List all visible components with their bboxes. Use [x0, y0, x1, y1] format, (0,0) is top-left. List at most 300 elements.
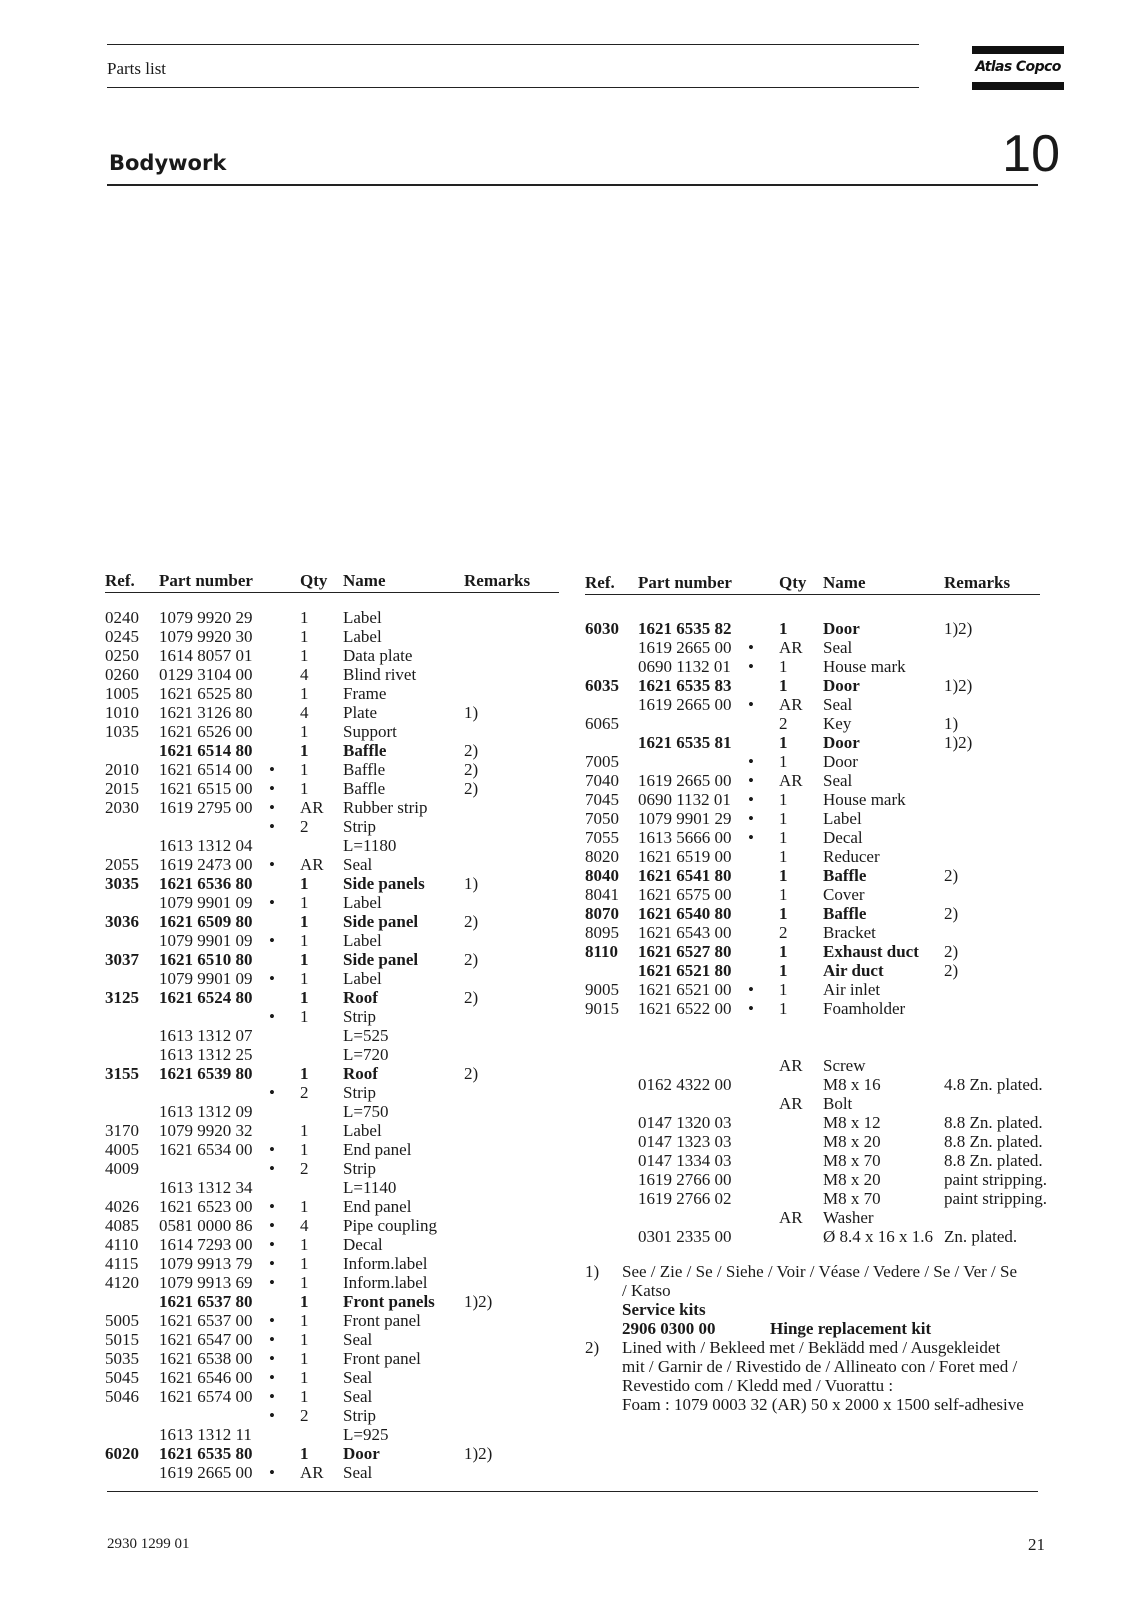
title-rule: [107, 184, 1038, 186]
remarks-cell: 1): [944, 714, 959, 733]
table-row: [585, 1208, 1040, 1227]
ref-cell: 7045: [585, 790, 619, 809]
bullet-marker: •: [748, 809, 754, 828]
bullet-marker: •: [269, 1273, 275, 1292]
name-cell: Strip: [343, 1159, 377, 1178]
bullet-marker: •: [269, 1216, 275, 1235]
ref-cell: 0240: [105, 608, 139, 627]
part-number-cell: 1079 9901 09: [159, 931, 253, 950]
part-number-cell: 1619 2766 00: [638, 1170, 732, 1189]
table-row: [585, 961, 1040, 980]
ref-cell: 6035: [585, 676, 619, 695]
table-row: [585, 942, 1040, 961]
logo-bar-top: [972, 46, 1064, 54]
name-cell: Label: [343, 627, 382, 646]
row-spacer: [585, 1037, 1040, 1056]
note-2-number: 2): [585, 1338, 600, 1357]
col-qty-header: Qty: [300, 571, 328, 590]
remarks-cell: paint stripping.: [944, 1189, 1047, 1208]
bullet-marker: •: [269, 1349, 275, 1368]
ref-cell: 7040: [585, 771, 619, 790]
table-header: [585, 573, 1040, 595]
name-cell: Data plate: [343, 646, 413, 665]
table-row: [105, 1064, 560, 1083]
name-cell: Blind rivet: [343, 665, 417, 684]
name-cell: Seal: [343, 855, 373, 874]
table-row: [105, 1444, 560, 1463]
part-number-cell: 1621 6535 81: [638, 733, 732, 752]
qty-cell: 1: [779, 619, 788, 638]
qty-cell: AR: [779, 638, 803, 657]
table-row: [585, 771, 1040, 790]
table-row: [585, 1189, 1047, 1208]
table-row: [105, 912, 560, 931]
part-number-cell: 1613 1312 11: [159, 1425, 252, 1444]
qty-cell: AR: [779, 771, 803, 790]
bullet-marker: •: [269, 1007, 275, 1026]
note-1: [585, 1262, 1025, 1338]
table-row: [105, 1311, 560, 1330]
part-number-cell: 1621 6535 82: [638, 619, 732, 638]
qty-cell: 1: [300, 722, 309, 741]
name-cell: Inform.label: [343, 1254, 428, 1273]
ref-cell: 8110: [585, 942, 619, 961]
bullet-marker: •: [269, 1159, 275, 1178]
name-cell: Front panels: [343, 1292, 435, 1311]
table-row: [105, 760, 560, 779]
name-cell: End panel: [343, 1140, 412, 1159]
ref-cell: 9015: [585, 999, 619, 1018]
qty-cell: 1: [779, 980, 788, 999]
qty-cell: 1: [300, 1007, 309, 1026]
part-number-cell: 1621 6534 00: [159, 1140, 253, 1159]
bullet-marker: •: [748, 695, 754, 714]
note-1-number: 1): [585, 1262, 600, 1281]
name-cell: Door: [823, 752, 858, 771]
name-cell: Bracket: [823, 923, 876, 942]
name-cell: House mark: [823, 657, 906, 676]
table-row: [105, 1216, 560, 1235]
qty-cell: 2: [300, 1159, 309, 1178]
ref-cell: 3036: [105, 912, 139, 931]
col-remarks-header: Remarks: [464, 571, 531, 590]
table-row: [585, 1151, 1043, 1170]
table-row: [105, 1406, 560, 1425]
ref-cell: 0245: [105, 627, 139, 646]
footer-rule: [107, 1491, 1038, 1492]
qty-cell: 1: [300, 893, 309, 912]
remarks-cell: 1)2): [464, 1292, 493, 1311]
qty-cell: 1: [300, 760, 309, 779]
table-row: [105, 627, 560, 646]
part-number-cell: 1621 6514 00: [159, 760, 253, 779]
name-cell: Screw: [823, 1056, 866, 1075]
name-cell: M8 x 16: [823, 1075, 881, 1094]
part-number-cell: 0147 1334 03: [638, 1151, 732, 1170]
bullet-marker: •: [269, 817, 275, 836]
part-number-cell: 1621 6526 00: [159, 722, 253, 741]
table-row: [585, 714, 1040, 733]
name-cell: Exhaust duct: [823, 942, 919, 961]
qty-cell: 1: [300, 627, 309, 646]
name-cell: Label: [823, 809, 862, 828]
part-number-cell: 1621 6521 00: [638, 980, 732, 999]
table-row: [105, 1007, 560, 1026]
qty-cell: 1: [300, 1444, 309, 1463]
bullet-marker: •: [748, 752, 754, 771]
note-2-text: Lined with / Bekleed met / Beklädd med / Ausgekleidet mit / Garnir de / Rivestido de / Allineato con / Foret med / Revestido com / Kledd med / Vuorattu :: [622, 1338, 1018, 1395]
qty-cell: 4: [300, 703, 309, 722]
ref-cell: 7005: [585, 752, 619, 771]
part-number-cell: 1621 6543 00: [638, 923, 732, 942]
bullet-marker: •: [269, 798, 275, 817]
bullet-marker: •: [269, 1463, 275, 1482]
table-row: [105, 1463, 560, 1482]
bullet-marker: •: [269, 893, 275, 912]
bullet-marker: •: [269, 1406, 275, 1425]
name-cell: Door: [823, 619, 860, 638]
ref-cell: 2055: [105, 855, 139, 874]
table-row: [105, 1273, 560, 1292]
ref-cell: 0260: [105, 665, 139, 684]
table-row: [105, 950, 560, 969]
name-cell: Air duct: [823, 961, 884, 980]
table-row: [585, 1094, 1040, 1113]
section-label: Parts list: [107, 59, 167, 78]
qty-cell: 1: [300, 1292, 309, 1311]
qty-cell: 1: [300, 931, 309, 950]
ref-cell: 5005: [105, 1311, 139, 1330]
ref-cell: 2030: [105, 798, 139, 817]
service-kit-row: [622, 1319, 1025, 1338]
name-cell: Bolt: [823, 1094, 853, 1113]
col-name-header: Name: [823, 573, 866, 592]
qty-cell: 1: [300, 912, 309, 931]
ref-cell: 3155: [105, 1064, 139, 1083]
qty-cell: 1: [779, 809, 788, 828]
table-row: [105, 1140, 560, 1159]
name-cell: Seal: [343, 1463, 373, 1482]
name-cell: L=750: [343, 1102, 389, 1121]
qty-cell: 1: [779, 828, 788, 847]
table-row: [585, 980, 1040, 999]
part-number-cell: 1619 2665 00: [638, 771, 732, 790]
name-cell: Door: [823, 676, 860, 695]
part-number-cell: 1079 9913 79: [159, 1254, 253, 1273]
ref-cell: 1005: [105, 684, 139, 703]
part-number-cell: 1621 6510 80: [159, 950, 253, 969]
table-row: [105, 779, 560, 798]
name-cell: Baffle: [343, 741, 387, 760]
name-cell: Strip: [343, 1007, 377, 1026]
bullet-marker: •: [269, 969, 275, 988]
remarks-cell: Zn. plated.: [944, 1227, 1018, 1246]
name-cell: Seal: [343, 1387, 373, 1406]
name-cell: M8 x 70: [823, 1189, 881, 1208]
ref-cell: 7055: [585, 828, 619, 847]
ref-cell: 5045: [105, 1368, 139, 1387]
bullet-marker: •: [748, 657, 754, 676]
part-number-cell: 1079 9901 29: [638, 809, 732, 828]
table-row: [105, 1330, 560, 1349]
table-row: [105, 1254, 560, 1273]
bullet-marker: •: [269, 1197, 275, 1216]
remarks-cell: 1)2): [464, 1444, 493, 1463]
ref-cell: 6020: [105, 1444, 139, 1463]
remarks-cell: 2): [944, 961, 959, 980]
name-cell: Seal: [823, 638, 853, 657]
name-cell: Foamholder: [823, 999, 906, 1018]
ref-cell: 6065: [585, 714, 619, 733]
name-cell: Label: [343, 1121, 382, 1140]
table-row: [105, 1292, 560, 1311]
remarks-cell: 2): [464, 779, 479, 798]
remarks-cell: 1)2): [944, 676, 973, 695]
qty-cell: AR: [779, 1056, 803, 1075]
table-row: [585, 866, 1040, 885]
table-row: [105, 1083, 560, 1102]
qty-cell: 2: [779, 923, 788, 942]
ref-cell: 8020: [585, 847, 619, 866]
qty-cell: 1: [779, 790, 788, 809]
qty-cell: 1: [300, 1235, 309, 1254]
bullet-marker: •: [269, 779, 275, 798]
name-cell: Cover: [823, 885, 865, 904]
name-cell: Plate: [343, 703, 377, 722]
qty-cell: AR: [779, 1208, 803, 1227]
table-row: [585, 828, 1040, 847]
ref-cell: 4005: [105, 1140, 139, 1159]
name-cell: Inform.label: [343, 1273, 428, 1292]
bullet-marker: •: [269, 931, 275, 950]
qty-cell: 1: [300, 684, 309, 703]
qty-cell: 4: [300, 1216, 309, 1235]
part-number-cell: 1613 1312 09: [159, 1102, 253, 1121]
ref-cell: 5015: [105, 1330, 139, 1349]
ref-cell: 3035: [105, 874, 139, 893]
kit-name: Hinge replacement kit: [770, 1319, 932, 1338]
parts-rows-right: [585, 600, 1047, 1246]
name-cell: Seal: [343, 1330, 373, 1349]
table-row: [585, 1170, 1047, 1189]
bullet-marker: •: [269, 1311, 275, 1330]
qty-cell: 1: [300, 608, 309, 627]
bullet-marker: •: [748, 771, 754, 790]
ref-cell: 2015: [105, 779, 139, 798]
part-number-cell: 1619 2473 00: [159, 855, 253, 874]
name-cell: Frame: [343, 684, 387, 703]
name-cell: M8 x 20: [823, 1170, 881, 1189]
qty-cell: 1: [779, 676, 788, 695]
part-number-cell: 1621 6524 80: [159, 988, 253, 1007]
part-number-cell: 1619 2766 02: [638, 1189, 732, 1208]
name-cell: Label: [343, 969, 382, 988]
col-ref-header: Ref.: [585, 573, 615, 592]
part-number-cell: 1621 6574 00: [159, 1387, 253, 1406]
part-number-cell: 1079 9901 09: [159, 969, 253, 988]
qty-cell: 1: [779, 885, 788, 904]
qty-cell: 1: [779, 733, 788, 752]
part-number-cell: 0301 2335 00: [638, 1227, 732, 1246]
qty-cell: AR: [779, 1094, 803, 1113]
part-number-cell: 1621 6540 80: [638, 904, 732, 923]
table-row: [105, 1387, 560, 1406]
qty-cell: 1: [300, 646, 309, 665]
ref-cell: 4115: [105, 1254, 139, 1273]
qty-cell: 1: [300, 969, 309, 988]
col-remarks-header: Remarks: [944, 573, 1011, 592]
qty-cell: 1: [779, 866, 788, 885]
part-number-cell: 1621 6519 00: [638, 847, 732, 866]
table-row: [105, 855, 560, 874]
qty-cell: AR: [300, 1463, 324, 1482]
part-number-cell: 1621 6541 80: [638, 866, 732, 885]
ref-cell: 3170: [105, 1121, 139, 1140]
part-number-cell: 1621 6522 00: [638, 999, 732, 1018]
part-number-cell: 1619 2665 00: [638, 638, 732, 657]
ref-cell: 5035: [105, 1349, 139, 1368]
part-number-cell: 1621 6509 80: [159, 912, 253, 931]
table-row: [585, 1056, 1040, 1075]
name-cell: Front panel: [343, 1311, 421, 1330]
ref-cell: 4009: [105, 1159, 139, 1178]
kit-number: 2906 0300 00: [622, 1319, 716, 1338]
table-row: [585, 1075, 1043, 1094]
name-cell: Side panel: [343, 950, 419, 969]
note-1-text: See / Zie / Se / Siehe / Voir / Véase / Vedere / Se / Ver / Se / Katso: [622, 1262, 1018, 1300]
ref-cell: 2010: [105, 760, 139, 779]
remarks-cell: 2): [944, 942, 959, 961]
bullet-marker: •: [748, 828, 754, 847]
part-number-cell: 0147 1320 03: [638, 1113, 732, 1132]
part-number-cell: 0690 1132 01: [638, 790, 731, 809]
qty-cell: 1: [779, 942, 788, 961]
part-number-cell: 1621 6525 80: [159, 684, 253, 703]
qty-cell: 1: [779, 904, 788, 923]
logo-wordmark: Atlas Copco: [975, 59, 1061, 75]
parts-rows-left: [105, 608, 560, 1482]
qty-cell: 4: [300, 665, 309, 684]
table-row: [105, 608, 560, 627]
part-number-cell: 1613 5666 00: [638, 828, 732, 847]
bullet-marker: •: [748, 638, 754, 657]
name-cell: Ø 8.4 x 16 x 1.6: [823, 1227, 934, 1246]
part-number-cell: 1079 9913 69: [159, 1273, 253, 1292]
table-row: [585, 1227, 1040, 1246]
name-cell: House mark: [823, 790, 906, 809]
remarks-cell: 2): [464, 1064, 479, 1083]
qty-cell: 2: [779, 714, 788, 733]
ref-cell: 3037: [105, 950, 139, 969]
remarks-cell: 1)2): [944, 619, 973, 638]
name-cell: Side panel: [343, 912, 419, 931]
qty-cell: 1: [300, 1330, 309, 1349]
bullet-marker: •: [748, 980, 754, 999]
name-cell: L=925: [343, 1425, 389, 1444]
table-row: [105, 722, 560, 741]
qty-cell: 2: [300, 1083, 309, 1102]
name-cell: Reducer: [823, 847, 880, 866]
ref-cell: 7050: [585, 809, 619, 828]
name-cell: Pipe coupling: [343, 1216, 437, 1235]
name-cell: Support: [343, 722, 397, 741]
part-number-cell: 1079 9920 30: [159, 627, 253, 646]
table-row: [585, 733, 1040, 752]
page-title: Bodywork: [109, 151, 227, 175]
name-cell: Roof: [343, 1064, 378, 1083]
part-number-cell: 1621 6515 00: [159, 779, 253, 798]
name-cell: Washer: [823, 1208, 874, 1227]
chapter-number: 10: [1002, 125, 1060, 183]
qty-cell: 2: [300, 1406, 309, 1425]
part-number-cell: 1621 6575 00: [638, 885, 732, 904]
parts-table-right: [585, 573, 1047, 1246]
part-number-cell: 1619 2665 00: [159, 1463, 253, 1482]
name-cell: Roof: [343, 988, 378, 1007]
part-number-cell: 1079 9920 32: [159, 1121, 253, 1140]
col-part-header: Part number: [638, 573, 732, 592]
table-row: [585, 1113, 1043, 1132]
part-number-cell: 1614 7293 00: [159, 1235, 253, 1254]
name-cell: M8 x 12: [823, 1113, 881, 1132]
table-row: [585, 657, 1040, 676]
qty-cell: 1: [300, 1254, 309, 1273]
ref-cell: 8040: [585, 866, 619, 885]
col-ref-header: Ref.: [105, 571, 135, 590]
remarks-cell: 2): [464, 950, 479, 969]
remarks-cell: 1)2): [944, 733, 973, 752]
part-number-cell: 1613 1312 04: [159, 836, 253, 855]
row-spacer: [585, 600, 1040, 619]
qty-cell: 1: [300, 779, 309, 798]
remarks-cell: 1): [464, 874, 479, 893]
table-row: [105, 703, 560, 722]
ref-cell: 3125: [105, 988, 139, 1007]
bullet-marker: •: [269, 1140, 275, 1159]
name-cell: Door: [343, 1444, 380, 1463]
remarks-cell: 2): [944, 904, 959, 923]
qty-cell: 1: [300, 1121, 309, 1140]
part-number-cell: 0129 3104 00: [159, 665, 253, 684]
table-row: [105, 798, 560, 817]
col-name-header: Name: [343, 571, 386, 590]
remarks-cell: 8.8 Zn. plated.: [944, 1113, 1043, 1132]
table-row: [585, 923, 1040, 942]
page-number: 21: [1028, 1535, 1045, 1554]
part-number-cell: 1621 6514 80: [159, 741, 253, 760]
part-number-cell: 1613 1312 07: [159, 1026, 253, 1045]
part-number-cell: 1621 6521 80: [638, 961, 732, 980]
ref-cell: 4120: [105, 1273, 139, 1292]
qty-cell: 1: [300, 1064, 309, 1083]
ref-cell: 1035: [105, 722, 139, 741]
bullet-marker: •: [269, 1368, 275, 1387]
table-row: [105, 817, 560, 836]
table-row: [105, 741, 560, 760]
table-row: [585, 999, 1040, 1018]
part-number-cell: 1621 6537 80: [159, 1292, 253, 1311]
ref-cell: 8070: [585, 904, 619, 923]
remarks-cell: 2): [464, 741, 479, 760]
ref-cell: 0250: [105, 646, 139, 665]
part-number-cell: 1621 6535 80: [159, 1444, 253, 1463]
qty-cell: 1: [779, 961, 788, 980]
table-row: [105, 874, 560, 893]
name-cell: Baffle: [823, 904, 867, 923]
name-cell: Baffle: [343, 779, 386, 798]
ref-cell: 5046: [105, 1387, 139, 1406]
ref-cell: 6030: [585, 619, 619, 638]
